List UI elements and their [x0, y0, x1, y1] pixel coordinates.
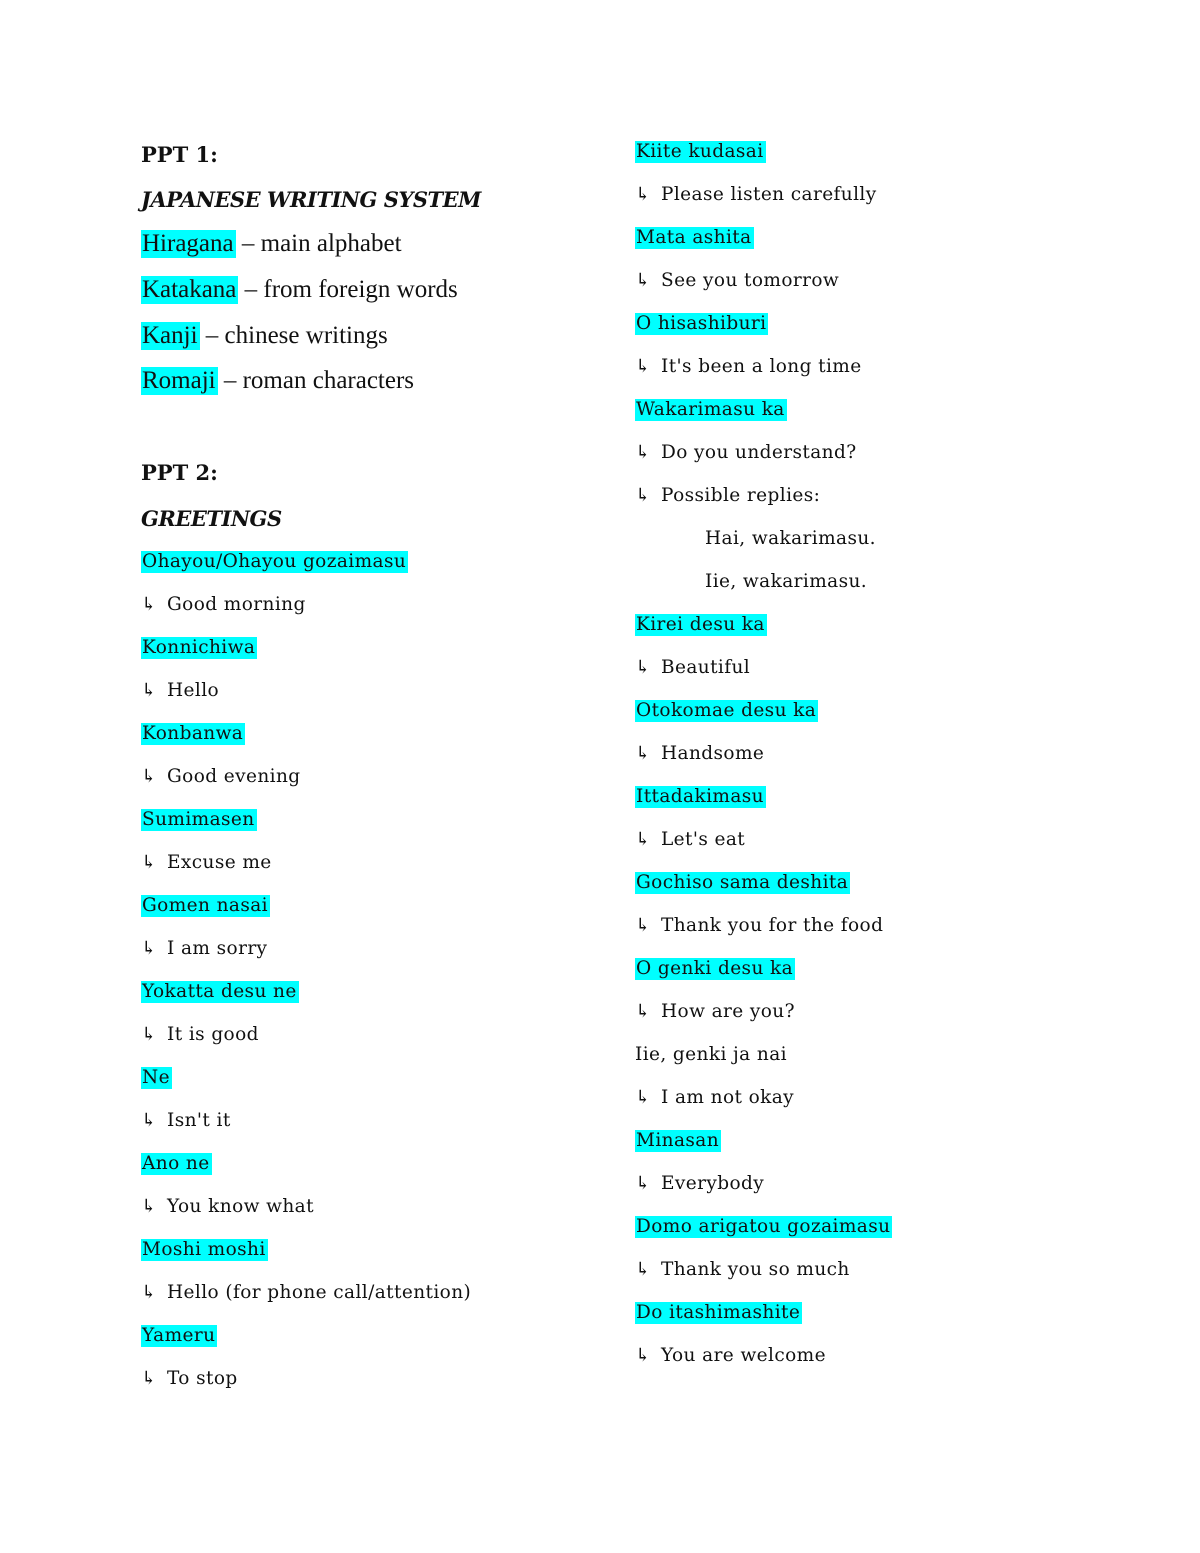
arrow-icon: ↳: [635, 1345, 651, 1366]
term-highlight: O hisashiburi: [636, 313, 767, 334]
phrase-term: [635, 958, 795, 979]
reply-example: Hai, wakarimasu.: [705, 528, 876, 549]
greeting-term: [141, 1239, 268, 1260]
greeting-term: [141, 1325, 217, 1346]
phrase-term: [635, 227, 754, 248]
greeting-meaning: [141, 594, 306, 615]
term-highlight: Ittadakimasu: [636, 786, 764, 807]
greeting-meaning: [141, 1024, 259, 1045]
term-highlight: Sumimasen: [142, 809, 255, 830]
term-highlight: Mata ashita: [636, 227, 752, 248]
term-highlight: Ne: [142, 1067, 170, 1088]
meaning-text: Thank you for the food: [661, 915, 884, 936]
arrow-icon: ↳: [635, 485, 651, 506]
greeting-meaning: [141, 1110, 231, 1131]
arrow-icon: ↳: [635, 356, 651, 377]
phrase-meaning: [635, 1087, 794, 1108]
meaning-text: It is good: [167, 1024, 259, 1045]
arrow-icon: ↳: [635, 184, 651, 205]
arrow-icon: ↳: [141, 680, 157, 701]
term-description: – from foreign words: [238, 276, 458, 303]
writing-item: [141, 322, 388, 350]
phrase-term: [635, 399, 787, 420]
term-highlight: Moshi moshi: [142, 1239, 266, 1260]
term-highlight: Katakana: [142, 276, 237, 303]
term-highlight: Yokatta desu ne: [142, 981, 297, 1002]
ppt1-heading: PPT 1:: [141, 142, 218, 167]
greeting-term: [141, 723, 245, 744]
term-description: – chinese writings: [199, 322, 388, 349]
phrase-meaning: [635, 485, 820, 506]
meaning-text: Let's eat: [661, 829, 746, 850]
phrase-term: [635, 614, 767, 635]
meaning-text: Hello (for phone call/attention): [167, 1282, 472, 1303]
meaning-text: I am sorry: [167, 938, 268, 959]
term-highlight: Wakarimasu ka: [636, 399, 785, 420]
arrow-icon: ↳: [635, 915, 651, 936]
greeting-term: [141, 895, 270, 916]
meaning-text: You know what: [167, 1196, 314, 1217]
term-highlight: Kiite kudasai: [636, 141, 764, 162]
phrase-meaning: [635, 915, 883, 936]
phrase-meaning: [635, 270, 839, 291]
ppt2-heading: PPT 2:: [141, 460, 218, 485]
meaning-text: Excuse me: [167, 852, 272, 873]
arrow-icon: ↳: [635, 657, 651, 678]
meaning-text: Good evening: [167, 766, 301, 787]
phrase-meaning: [635, 743, 764, 764]
greeting-meaning: [141, 852, 272, 873]
phrase-meaning: [635, 356, 862, 377]
phrase-meaning: [635, 184, 877, 205]
greeting-meaning: [141, 1196, 314, 1217]
arrow-icon: ↳: [635, 829, 651, 850]
writing-item: [141, 367, 414, 395]
arrow-icon: ↳: [635, 442, 651, 463]
term-highlight: Gomen nasai: [142, 895, 268, 916]
arrow-icon: ↳: [141, 1368, 157, 1389]
phrase-term: [635, 1302, 802, 1323]
term-highlight: Do itashimashite: [636, 1302, 801, 1323]
meaning-text: Isn't it: [167, 1110, 231, 1131]
meaning-text: To stop: [167, 1368, 238, 1389]
greeting-meaning: [141, 766, 301, 787]
phrase-meaning: [635, 1259, 850, 1280]
meaning-text: You are welcome: [661, 1345, 826, 1366]
meaning-text: It's been a long time: [661, 356, 862, 377]
arrow-icon: ↳: [141, 594, 157, 615]
term-highlight: Minasan: [636, 1130, 720, 1151]
meaning-text: Please listen carefully: [661, 184, 877, 205]
term-highlight: Ano ne: [142, 1153, 210, 1174]
greeting-term: [141, 1153, 212, 1174]
phrase-term: [635, 786, 766, 807]
greeting-term: [141, 981, 299, 1002]
term-highlight: Ohayou/Ohayou gozaimasu: [142, 551, 407, 572]
arrow-icon: ↳: [635, 1001, 651, 1022]
arrow-icon: ↳: [141, 1024, 157, 1045]
meaning-text: See you tomorrow: [661, 270, 840, 291]
greeting-term: [141, 637, 257, 658]
meaning-text: Hello: [167, 680, 220, 701]
arrow-icon: ↳: [141, 1110, 157, 1131]
meaning-text: Handsome: [661, 743, 765, 764]
meaning-text: How are you?: [661, 1001, 795, 1022]
meaning-text: Good morning: [167, 594, 306, 615]
arrow-icon: ↳: [141, 852, 157, 873]
term-highlight: Kanji: [142, 322, 198, 349]
term-highlight: O genki desu ka: [636, 958, 794, 979]
meaning-text: Do you understand?: [661, 442, 857, 463]
phrase-term: [635, 700, 818, 721]
term-highlight: Hiragana: [142, 230, 234, 257]
phrase-term: [635, 141, 766, 162]
arrow-icon: ↳: [141, 1282, 157, 1303]
arrow-icon: ↳: [635, 743, 651, 764]
phrase-term: [635, 1130, 721, 1151]
greeting-term: [141, 1067, 172, 1088]
reply-example: Iie, wakarimasu.: [705, 571, 868, 592]
term-highlight: Yameru: [142, 1325, 216, 1346]
term-highlight: Otokomae desu ka: [636, 700, 817, 721]
term-highlight: Domo arigatou gozaimasu: [636, 1216, 891, 1237]
meaning-text: Everybody: [661, 1173, 765, 1194]
phrase-meaning: [635, 829, 745, 850]
term-highlight: Konbanwa: [142, 723, 244, 744]
arrow-icon: ↳: [635, 270, 651, 291]
arrow-icon: ↳: [141, 1196, 157, 1217]
term-highlight: Romaji: [142, 367, 216, 394]
phrase-meaning: [635, 657, 750, 678]
meaning-text: I am not okay: [661, 1087, 795, 1108]
phrase-term: [635, 313, 768, 334]
phrase-plain: Iie, genki ja nai: [635, 1044, 787, 1065]
greeting-meaning: [141, 1368, 238, 1389]
writing-item: [141, 230, 402, 258]
writing-item: [141, 276, 458, 304]
arrow-icon: ↳: [635, 1173, 651, 1194]
meaning-text: Possible replies:: [661, 485, 821, 506]
phrase-term: [635, 1216, 892, 1237]
phrase-term: [635, 872, 850, 893]
phrase-meaning: [635, 1173, 764, 1194]
greeting-term: [141, 551, 408, 572]
greeting-term: [141, 809, 257, 830]
phrase-meaning: [635, 442, 857, 463]
term-highlight: Kirei desu ka: [636, 614, 765, 635]
arrow-icon: ↳: [635, 1087, 651, 1108]
arrow-icon: ↳: [635, 1259, 651, 1280]
meaning-text: Beautiful: [661, 657, 751, 678]
arrow-icon: ↳: [141, 938, 157, 959]
phrase-meaning: [635, 1001, 795, 1022]
greeting-meaning: [141, 938, 267, 959]
term-description: – roman characters: [217, 367, 415, 394]
term-highlight: Gochiso sama deshita: [636, 872, 849, 893]
arrow-icon: ↳: [141, 766, 157, 787]
greetings-title: GREETINGS: [141, 506, 282, 531]
writing-system-title: JAPANESE WRITING SYSTEM: [141, 187, 481, 212]
term-highlight: Konnichiwa: [142, 637, 256, 658]
greeting-meaning: [141, 1282, 471, 1303]
term-description: – main alphabet: [235, 230, 402, 257]
greeting-meaning: [141, 680, 219, 701]
meaning-text: Thank you so much: [661, 1259, 850, 1280]
phrase-meaning: [635, 1345, 826, 1366]
